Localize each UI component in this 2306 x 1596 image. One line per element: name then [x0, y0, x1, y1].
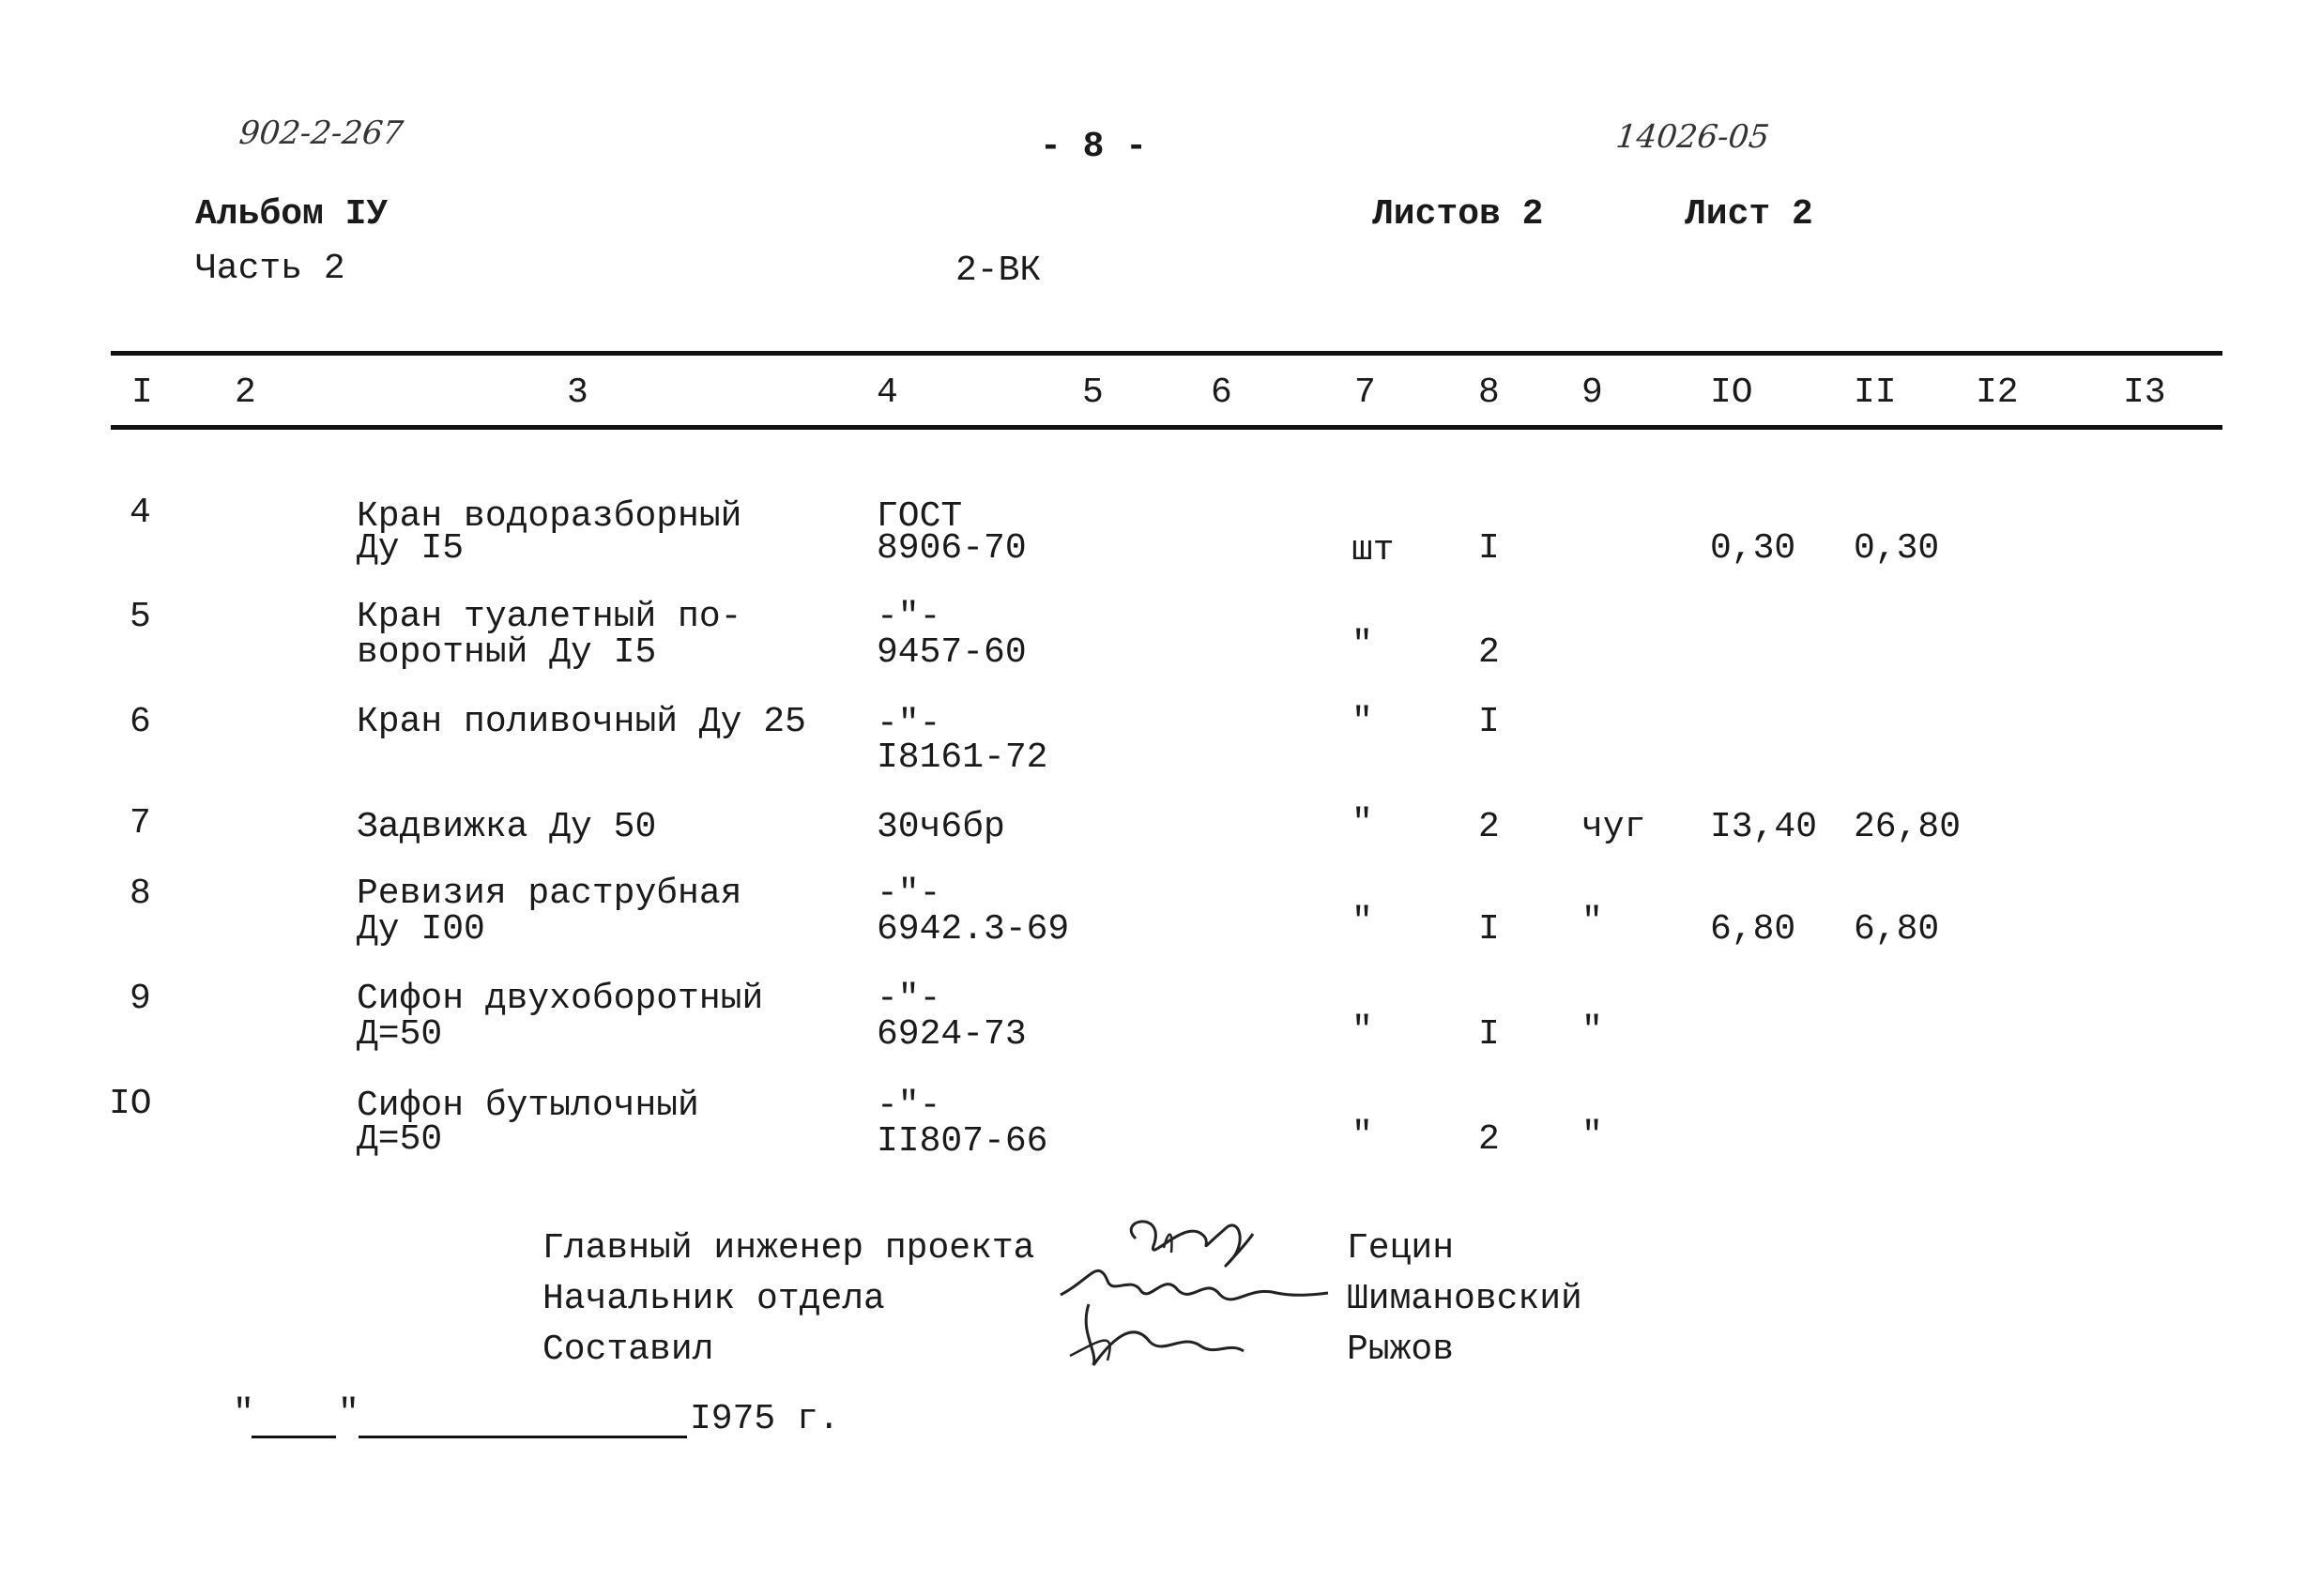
column-header: 5 [1082, 372, 1104, 413]
material: " [1581, 1116, 1603, 1156]
sheets-total: Листов 2 [1372, 194, 1544, 235]
unit: " [1352, 1011, 1373, 1051]
album-label: Альбом IУ [195, 194, 389, 235]
unit-mass: I3,40 [1710, 807, 1818, 847]
standard-number: 6942.3-69 [877, 909, 1070, 950]
item-name: Кран водоразборный [357, 496, 742, 537]
table-header-rule [111, 425, 2222, 430]
page-number: - 8 - [1040, 127, 1148, 167]
inventory-number: 14026-05 [1613, 118, 1772, 156]
sheet-number: Лист 2 [1685, 194, 1813, 235]
standard: -"- [877, 597, 941, 637]
row-number: 7 [130, 803, 151, 844]
unit-mass: 6,80 [1710, 909, 1796, 950]
material: чуг [1581, 807, 1646, 847]
standard: 30ч6бр [877, 807, 1005, 847]
material: " [1581, 1011, 1603, 1051]
item-name-cont: Ду I00 [357, 909, 485, 950]
signature-name: Гецин [1347, 1228, 1455, 1269]
quantity: I [1478, 528, 1500, 569]
signature-role: Составил [542, 1330, 714, 1370]
section-code: 2-ВК [955, 251, 1042, 291]
date-quote-close: " [338, 1393, 359, 1434]
date-year: I975 г. [690, 1399, 840, 1439]
column-header: I [131, 372, 153, 413]
column-header: 7 [1354, 372, 1376, 413]
item-name-cont: Ду I5 [357, 528, 465, 569]
row-number: 5 [130, 597, 151, 637]
item-name: Задвижка Ду 50 [357, 807, 657, 847]
total-mass: 6,80 [1854, 909, 1940, 950]
item-name: Ревизия раструбная [357, 874, 742, 914]
row-number: 9 [130, 979, 151, 1019]
part-label: Часть 2 [195, 249, 345, 289]
handwritten-signatures [1051, 1192, 1333, 1389]
row-number: 4 [130, 493, 151, 533]
column-header: I3 [2123, 372, 2166, 413]
total-mass: 26,80 [1854, 807, 1962, 847]
item-name: Сифон двухоборотный [357, 979, 764, 1019]
unit: " [1352, 702, 1373, 742]
unit: " [1352, 1116, 1373, 1156]
month-underline [359, 1436, 687, 1438]
column-header: 9 [1581, 372, 1603, 413]
quantity: I [1478, 909, 1500, 950]
row-number: 6 [130, 702, 151, 742]
row-number: IO [109, 1084, 152, 1124]
column-header: 6 [1211, 372, 1232, 413]
item-name: Кран поливочный Ду 25 [357, 702, 806, 742]
column-header: 8 [1478, 372, 1500, 413]
item-name: Сифон бутылочный [357, 1086, 699, 1126]
total-mass: 0,30 [1854, 528, 1940, 569]
quantity: 2 [1478, 807, 1500, 847]
quantity: I [1478, 702, 1500, 742]
standard: -"- [877, 874, 941, 914]
column-header: 2 [235, 372, 256, 413]
standard: ГОСТ [877, 496, 963, 537]
signature-name: Рыжов [1347, 1330, 1455, 1370]
standard-number: II807-66 [877, 1121, 1048, 1162]
standard-number: I8161-72 [877, 737, 1048, 778]
item-name-cont: Д=50 [357, 1119, 443, 1160]
column-header: I2 [1976, 372, 2019, 413]
signature-name: Шимановский [1347, 1279, 1582, 1319]
standard-number: 8906-70 [877, 528, 1027, 569]
unit: " [1352, 625, 1373, 665]
unit: шт [1352, 530, 1395, 570]
unit: " [1352, 902, 1373, 942]
quantity: 2 [1478, 1119, 1500, 1160]
row-number: 8 [130, 874, 151, 914]
quantity: I [1478, 1014, 1500, 1055]
column-header: IO [1710, 372, 1753, 413]
quantity: 2 [1478, 632, 1500, 673]
date-quote-open: " [233, 1393, 254, 1434]
material: " [1581, 902, 1603, 942]
signature-role: Главный инженер проекта [542, 1228, 1035, 1269]
standard: -"- [877, 1086, 941, 1126]
day-underline [252, 1436, 336, 1438]
unit-mass: 0,30 [1710, 528, 1796, 569]
item-name-cont: Д=50 [357, 1014, 443, 1055]
column-header: II [1854, 372, 1897, 413]
table-top-rule [111, 351, 2222, 356]
signature-role: Начальник отдела [542, 1279, 885, 1319]
item-name-cont: воротный Ду I5 [357, 632, 657, 673]
column-header: 4 [877, 372, 898, 413]
standard: -"- [877, 704, 941, 744]
standard: -"- [877, 979, 941, 1019]
item-name: Кран туалетный по- [357, 597, 742, 637]
document-code: 902-2-267 [237, 114, 405, 152]
standard-number: 6924-73 [877, 1014, 1027, 1055]
standard-number: 9457-60 [877, 632, 1027, 673]
column-header: 3 [567, 372, 588, 413]
unit: " [1352, 803, 1373, 844]
